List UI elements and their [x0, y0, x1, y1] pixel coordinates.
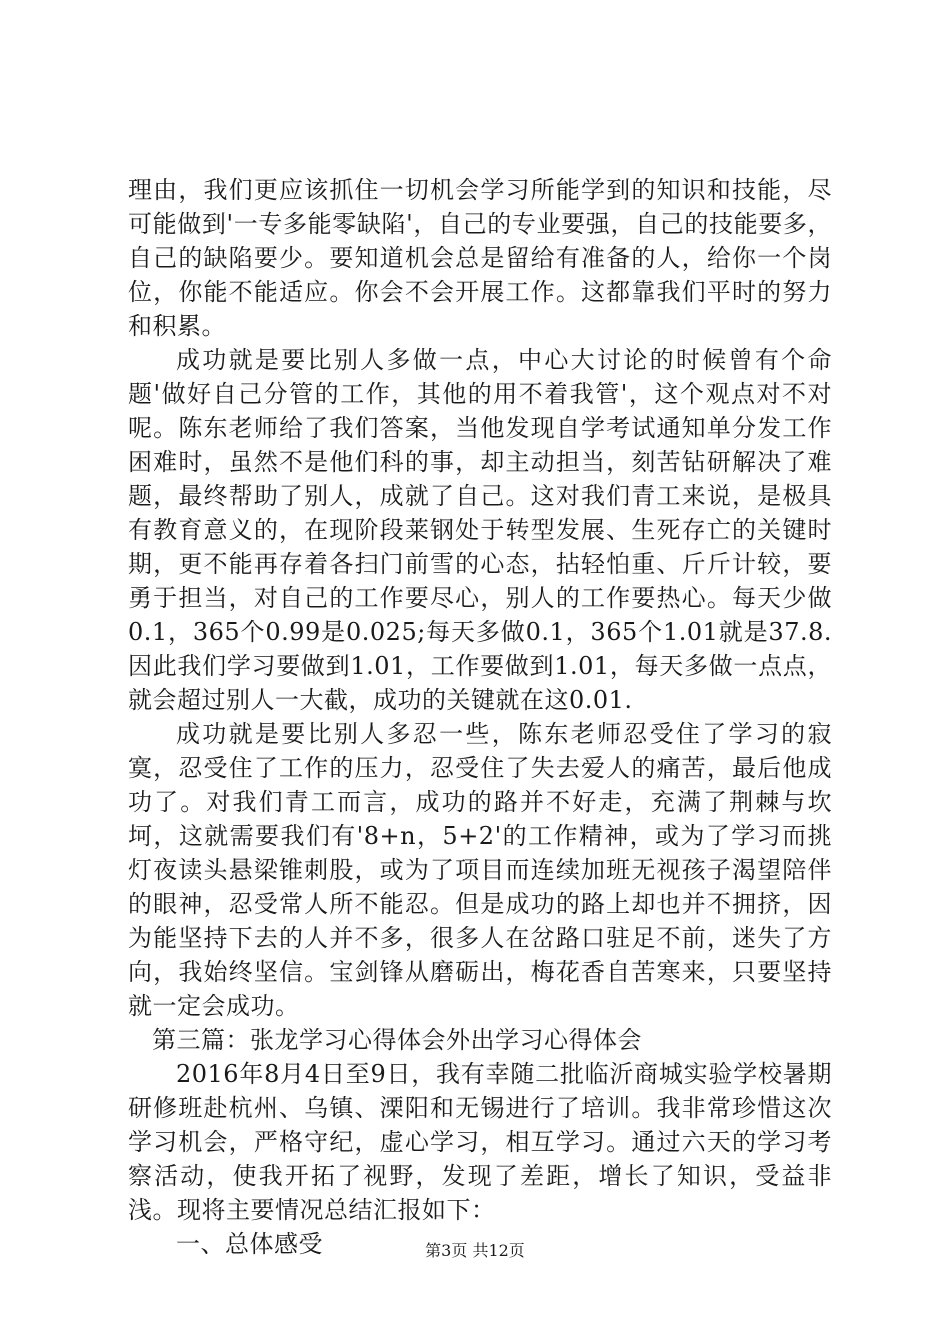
paragraph-endure-more: 成功就是要比别人多忍一些，陈东老师忍受住了学习的寂寞，忍受住了工作的压力，忍受住了失去爱人的痛苦，最后他成功了。对我们青工而言，成功的路并不好走，充满了荆棘与坎坷，这就需要我们有'8+n，5+2'的工作精神，或为了学习而挑灯夜读头悬梁锥刺股，或为了项目而连续加班无视孩子渴望陪伴的眼神，忍受常人所不能忍。但是成功的路上却也并不拥挤，因为能坚持下去的人并不多，很多人在岔路口驻足不前，迷失了方向，我始终坚信。宝剑锋从磨砺出，梅花香自苦寒来，只要坚持就一定会成功。 — [128, 720, 832, 1020]
document-body — [128, 173, 832, 1261]
page-number: 第3页 共12页 — [425, 1241, 525, 1260]
page-footer — [0, 1240, 950, 1262]
paragraph-training-intro: 2016年8月4日至9日，我有幸随二批临沂商城实验学校暑期研修班赴杭州、乌镇、溧阳和无锡进行了培训。我非常珍惜这次学习机会，严格守纪，虚心学习，相互学习。通过六天的学习考察活动，使我开拓了视野，发现了差距，增长了知识，受益非浅。现将主要情况总结汇报如下： — [128, 1060, 832, 1224]
paragraph-do-more: 成功就是要比别人多做一点，中心大讨论的时候曾有个命题'做好自己分管的工作，其他的用不着我管'，这个观点对不对呢。陈东老师给了我们答案，当他发现自学考试通知单分发工作困难时，虽然不是他们科的事，却主动担当，刻苦钻研解决了难题，最终帮助了别人，成就了自己。这对我们青工来说，是极具有教育意义的，在现阶段莱钢处于转型发展、生死存亡的关键时期，更不能再存着各扫门前雪的心态，拈轻怕重、斤斤计较，要勇于担当，对自己的工作要尽心，别人的工作要热心。每天少做0.1，365个0.99是0.025;每天多做0.1，365个1.01就是37.8.因此我们学习要做到1.01，工作要做到1.01，每天多做一点点，就会超过别人一大截，成功的关键就在这0.01. — [128, 346, 832, 714]
subheading-overall: 一、总体感受 — [176, 1230, 323, 1258]
section-heading: 第三篇：张龙学习心得体会外出学习心得体会 — [152, 1026, 642, 1054]
paragraph-continuation: 理由，我们更应该抓住一切机会学习所能学到的知识和技能，尽可能做到'一专多能零缺陷'，自己的专业要强，自己的技能要多，自己的缺陷要少。要知道机会总是留给有准备的人，给你一个岗位，你能不能适应。你会不会开展工作。这都靠我们平时的努力和积累。 — [128, 176, 832, 340]
